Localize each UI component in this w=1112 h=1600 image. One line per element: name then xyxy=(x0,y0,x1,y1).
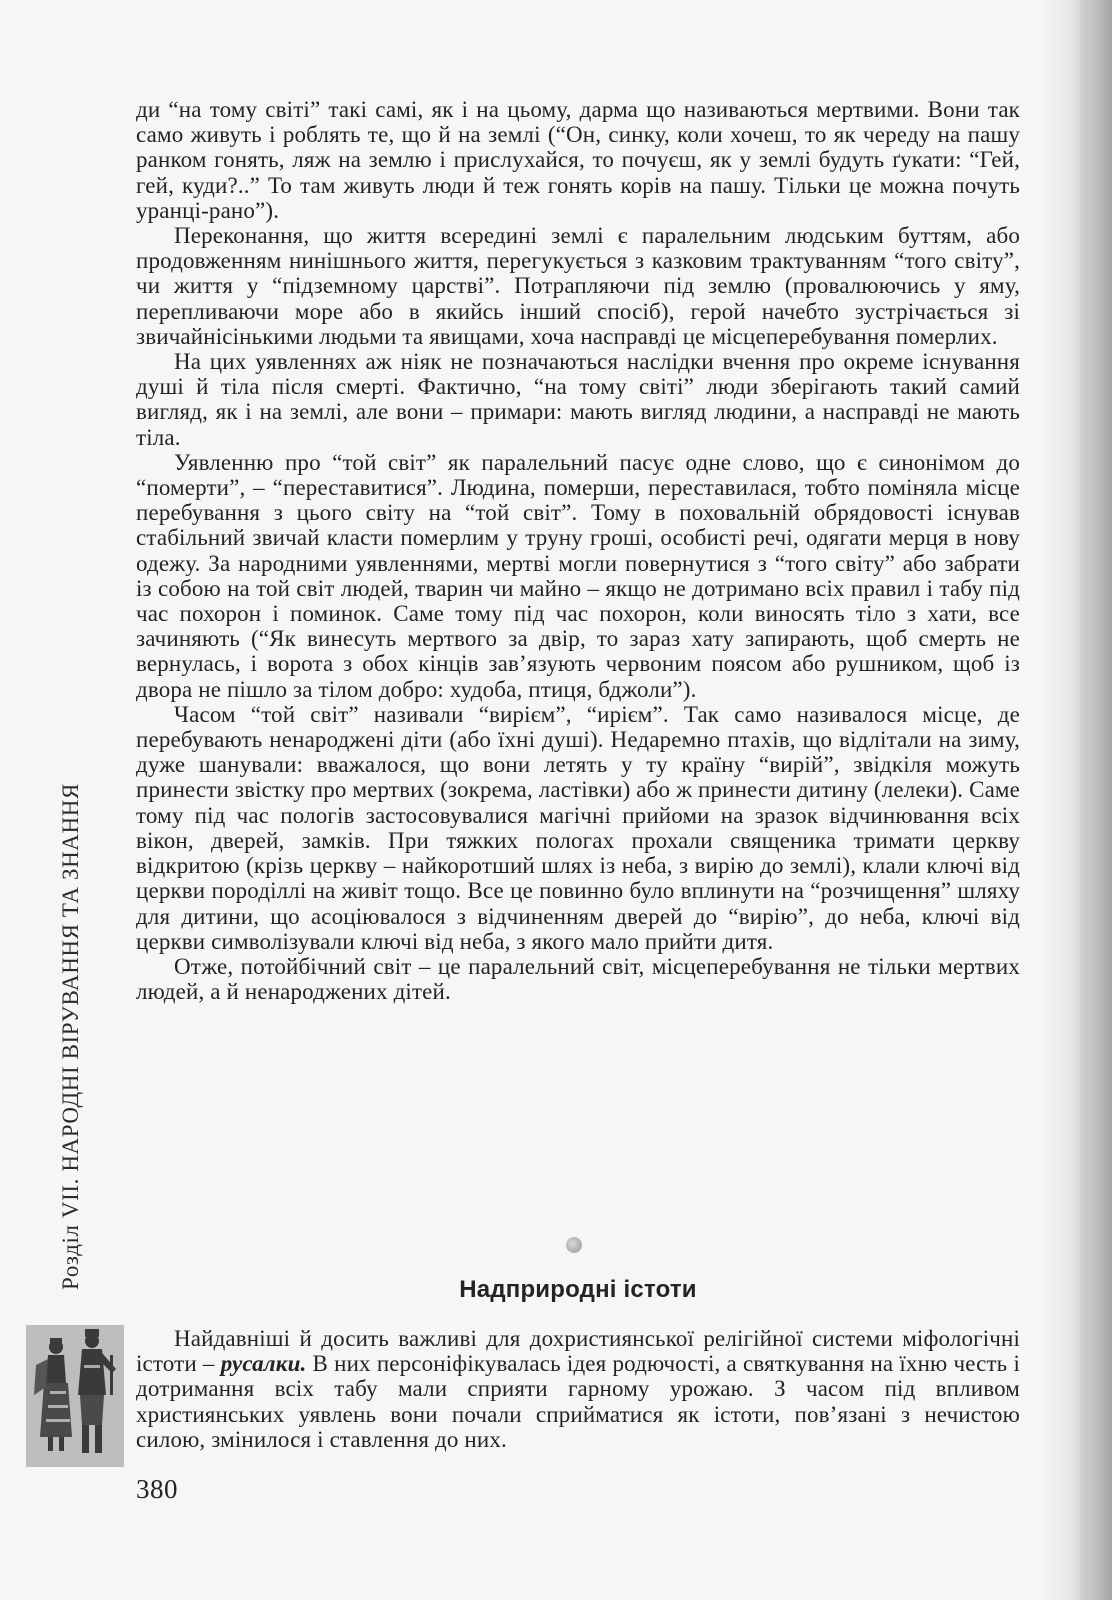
paragraph-5: Часом “той світ” називали “вирієм”, “ирієм”. Так само називалося місце, де перебувають ненароджені діти (або їхні душі). Недаремно птахів, що відлітали на зиму, дуже шанували: вважалося, що вони летять у ту країну “вирій”, звідкіля можуть принести звістку про мертвих (зокрема, ластівки) або ж принести дитину (лелеки). Саме тому під час пологів застосовувалися магічні прийоми на зразок відчинювання всіх вікон, дверей, замків. При тяжких пологах прохали священика тримати церкву відкритою (крізь церкву – найкоротший шлях із неба, з вирію до землі), клали ключі від церкви породіллі на живіт тощо. Все це повинно було вплинути на “розчищення” шляху для дитини, що асоціювалося з відчиненням дверей до “вирію”, до неба, ключі від церкви символізували ключі від неба, з якого мало прийти дитя. xyxy=(136,701,1020,954)
section-emphasis: русалки. xyxy=(220,1351,307,1377)
section-divider-ornament xyxy=(566,1237,582,1253)
body-text xyxy=(136,97,1020,1004)
section-heading: Надприродні істоти xyxy=(459,1276,697,1303)
section-text xyxy=(136,1326,1020,1452)
page-number: 380 xyxy=(136,1474,178,1504)
chapter-side-label: Розділ VII. НАРОДНІ ВІРУВАННЯ ТА ЗНАННЯ xyxy=(58,783,83,1290)
paragraph-3: На цих уявленнях аж ніяк не позначаються наслідки вчення про окреме існування душі й тіла після смерті. Фактично, “на тому світі” люди зберігають такий самий вигляд, як і на землі, але вони – примари: мають вигляд людини, а насправді не мають тіла. xyxy=(136,349,1020,450)
folk-couple-illustration xyxy=(26,1325,124,1467)
section-text-after: В них персоніфікувалась ідея родючості, а святкування на їхню честь і дотримання всіх табу мали сприяти гарному урожаю. З часом під впливом християнських уявлень вони почали сприйматися як істоти, пов’язані з нечистою силою, змінилося і ставлення до них. xyxy=(136,1351,1020,1452)
section-paragraph xyxy=(136,1326,1020,1452)
paragraph-1: ди “на тому світі” такі самі, як і на цьому, дарма що називаються мертвими. Вони так само живуть і роблять те, що й на землі (“Он, синку, коли хочеш, то як череду на пашу ранком гонять, ляж на землю і прислухайся, то почуєш, як у землі будуть ґукати: “Гей, гей, куди?..” То там живуть люди й теж гонять корів на пашу. Тільки це можна почуть уранці-рано”). xyxy=(136,97,1020,223)
section-text-before: Найдавніші й досить важливі для дохристиянської релігійної системи міфологічні істоти – xyxy=(136,1326,1020,1377)
paragraph-2: Переконання, що життя всередині землі є паралельним людським буттям, або продовженням нинішнього життя, перегукується з казковим трактуванням “того світу”, чи життя у “підземному царстві”. Потрапляючи під землю (провалюючись у яму, перепливаючи море або в якийсь інший спосіб), герой начебто зустрічається зі звичайнісінькими людьми та явищами, хоча насправді це місцеперебування померлих. xyxy=(136,223,1020,349)
paragraph-4: Уявленню про “той світ” як паралельний пасує одне слово, що є синонімом до “померти”, – “переставитися”. Людина, померши, переставилася, тобто поміняла місце перебування з цього світу на “той світ”. Тому в поховальній обрядовості існував стабільний звичай класти померлим у труну гроші, особисті речі, одягати мерця в нову одежу. За народними уявленнями, мертві могли повернутися з “того світу” або забрати із собою на той світ людей, тварин чи майно – якщо не дотримано всіх правил і табу під час похорон і поминок. Саме тому під час похорон, коли виносять тіло з хати, все зачиняють (“Як винесуть мертвого за двір, то зараз хату запирають, щоб смерть не вернулась, і ворота з обох кінців зав’язують червоним поясом або рушником, щоб із двора не пішло за тілом добро: худоба, птиця, бджоли”). xyxy=(136,449,1020,702)
page-edge-shadow xyxy=(1040,0,1112,1600)
paragraph-6: Отже, потойбічний світ – це паралельний світ, місцеперебування не тільки мертвих людей, а й ненароджених дітей. xyxy=(136,953,1020,1005)
